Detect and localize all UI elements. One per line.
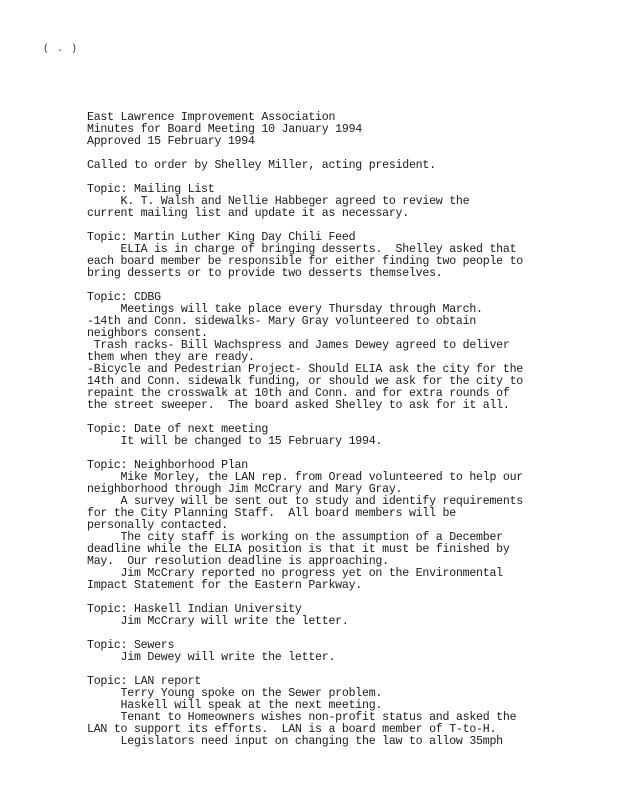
body-line: K. T. Walsh and Nellie Habbeger agreed to review the — [87, 195, 470, 208]
body-line: personally contacted. — [87, 519, 228, 532]
body-line: It will be changed to 15 February 1994. — [87, 435, 383, 448]
topic-section — [87, 424, 617, 460]
body-line: Legislators need input on changing the law to allow 35mph — [87, 735, 503, 748]
body-line: Meetings will take place every Thursday through March. — [87, 303, 483, 316]
body-line: deadline while the ELIA position is that it must be finished by — [87, 543, 510, 556]
body-line: ELIA is in charge of bringing desserts. Shelley asked that — [87, 243, 517, 256]
topic-heading: Topic: Haskell Indian University — [87, 603, 302, 616]
body-line: the street sweeper. The board asked Shelley to ask for it all. — [87, 399, 510, 412]
minutes-title: Minutes for Board Meeting 10 January 1994 — [87, 123, 363, 136]
topic-section — [87, 676, 617, 748]
topic-heading: Topic: Mailing List — [87, 183, 215, 196]
body-line: Tenant to Homeowners wishes non-profit status and asked the — [87, 711, 517, 724]
minutes-document — [87, 112, 617, 748]
body-line: May. Our resolution deadline is approaching. — [87, 555, 389, 568]
topic-section — [87, 604, 617, 640]
body-line: each board member be responsible for either finding two people to — [87, 255, 523, 268]
body-line: Jim McCrary reported no progress yet on the Environmental — [87, 567, 503, 580]
body-line: -Bicycle and Pedestrian Project- Should ELIA ask the city for the — [87, 363, 523, 376]
body-line: Trash racks- Bill Wachspress and James Dewey agreed to deliver — [87, 339, 510, 352]
approval-date: Approved 15 February 1994 — [87, 135, 255, 148]
body-line: A survey will be sent out to study and identify requirements — [87, 495, 523, 508]
body-line: Haskell will speak at the next meeting. — [87, 699, 383, 712]
topic-heading: Topic: Sewers — [87, 639, 175, 652]
topic-heading: Topic: CDBG — [87, 291, 161, 304]
body-line: 14th and Conn. sidewalk funding, or should we ask for the city to — [87, 375, 523, 388]
body-line: -14th and Conn. sidewalks- Mary Gray volunteered to obtain — [87, 315, 477, 328]
body-line: neighbors consent. — [87, 327, 208, 340]
call-to-order: Called to order by Shelley Miller, acting president. — [87, 159, 436, 172]
body-line: repaint the crosswalk at 10th and Conn. and for extra rounds of — [87, 387, 510, 400]
body-line: Impact Statement for the Eastern Parkway. — [87, 579, 363, 592]
body-line: neighborhood through Jim McCrary and Mary Gray. — [87, 483, 403, 496]
topic-section — [87, 640, 617, 676]
body-line: Mike Morley, the LAN rep. from Oread volunteered to help our — [87, 471, 523, 484]
body-line: Jim McCrary will write the letter. — [87, 615, 349, 628]
topic-heading: Topic: Neighborhood Plan — [87, 459, 248, 472]
topic-heading: Topic: LAN report — [87, 675, 202, 688]
topic-sections — [87, 184, 617, 748]
body-line: Terry Young spoke on the Sewer problem. — [87, 687, 383, 700]
topic-heading: Topic: Martin Luther King Day Chili Feed — [87, 231, 356, 244]
topic-section — [87, 232, 617, 292]
topic-section — [87, 460, 617, 604]
body-line: bring desserts or to provide two desserts themselves. — [87, 267, 443, 280]
page-corner-mark: ( . ) — [43, 44, 79, 55]
topic-section — [87, 292, 617, 424]
topic-heading: Topic: Date of next meeting — [87, 423, 269, 436]
body-line: for the City Planning Staff. All board members will be — [87, 507, 456, 520]
topic-section — [87, 184, 617, 232]
body-line: them when they are ready. — [87, 351, 255, 364]
body-line: Jim Dewey will write the letter. — [87, 651, 336, 664]
body-line: The city staff is working on the assumption of a December — [87, 531, 503, 544]
body-line: LAN to support its efforts. LAN is a board member of T-to-H. — [87, 723, 497, 736]
org-name: East Lawrence Improvement Association — [87, 111, 336, 124]
body-line: current mailing list and update it as necessary. — [87, 207, 409, 220]
